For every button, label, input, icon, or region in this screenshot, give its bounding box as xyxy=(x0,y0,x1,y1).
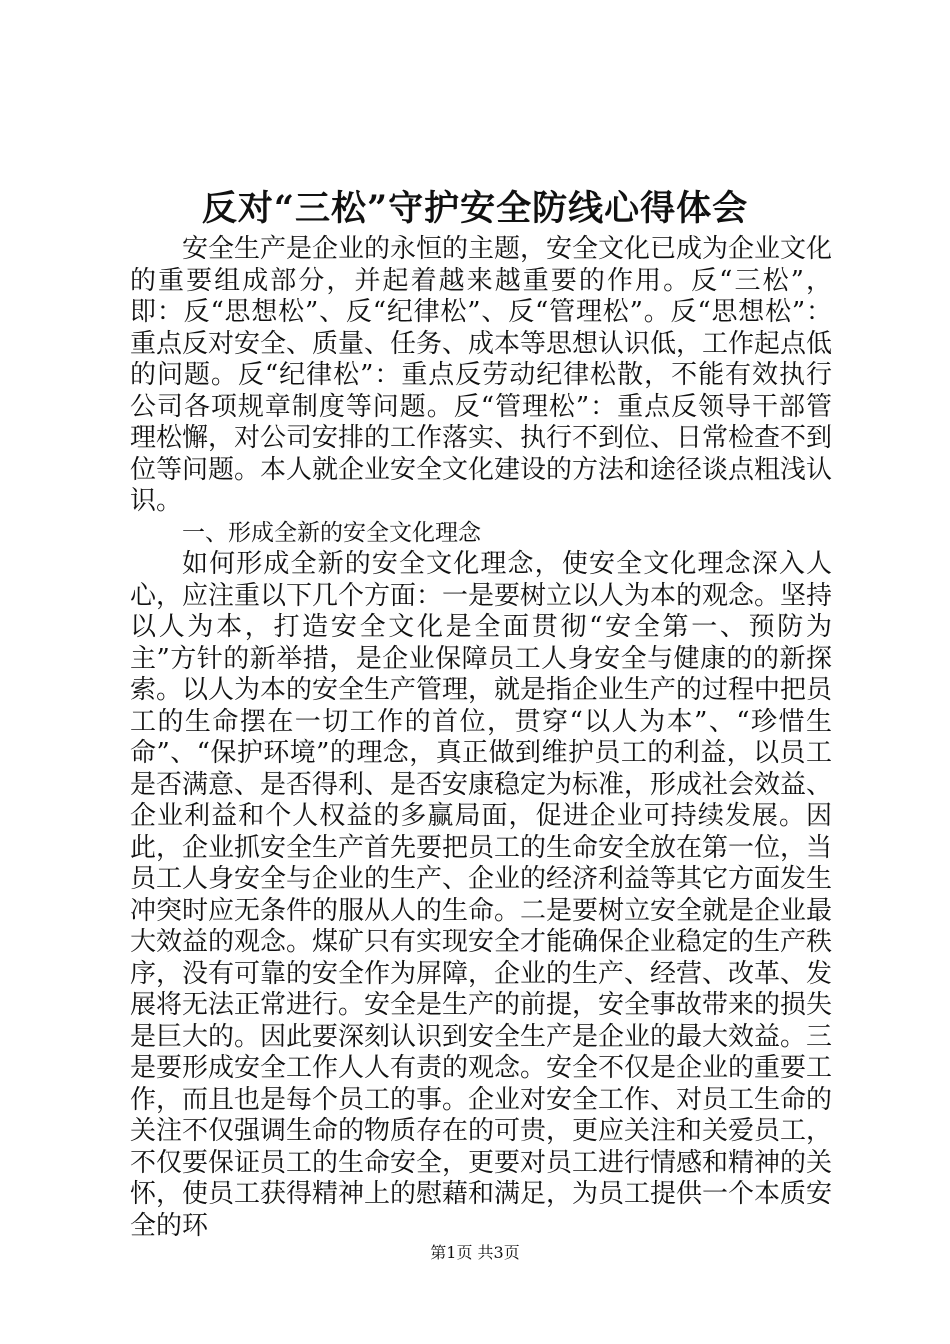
intro-paragraph: 安全生产是企业的永恒的主题，安全文化已成为企业文化的重要组成部分，并起着越来越重要的作用。反“三松”，即：反“思想松”、反“纪律松”、反“管理松”。反“思想松”：重点反对安全、质量、任务、成本等思想认识低，工作起点低的问题。反“纪律松”：重点反劳动纪律松散，不能有效执行公司各项规章制度等问题。反“管理松”：重点反领导干部管理松懈，对公司安排的工作落实、执行不到位、日常检查不到位等问题。本人就企业安全文化建设的方法和途径谈点粗浅认识。 xyxy=(130,234,833,516)
page-footer: 第1页 共3页 xyxy=(430,1243,520,1262)
document-body xyxy=(130,234,832,1242)
section-heading: 一、形成全新的安全文化理念 xyxy=(182,519,481,546)
section-paragraph: 如何形成全新的安全文化理念，使安全文化理念深入人心，应注重以下几个方面：一是要树立以人为本的观念。坚持以人为本，打造安全文化是全面贯彻“安全第一、预防为主”方针的新举措，是企业保障员工人身安全与健康的的新探索。以人为本的安全生产管理，就是指企业生产的过程中把员工的生命摆在一切工作的首位，贯穿“以人为本”、“珍惜生命”、“保护环境”的理念，真正做到维护员工的利益，以员工是否满意、是否得利、是否安康稳定为标准，形成社会效益、企业利益和个人权益的多赢局面，促进企业可持续发展。因此，企业抓安全生产首先要把员工的生命安全放在第一位，当员工人身安全与企业的生产、企业的经济利益等其它方面发生冲突时应无条件的服从人的生命。二是要树立安全就是企业最大效益的观念。煤矿只有实现安全才能确保企业稳定的生产秩序，没有可靠的安全作为屏障，企业的生产、经营、改革、发展将无法正常进行。安全是生产的前提，安全事故带来的损失是巨大的。因此要深刻认识到安全生产是企业的最大效益。三是要形成安全工作人人有责的观念。安全不仅是企业的重要工作，而且也是每个员工的事。企业对安全工作、对员工生命的关注不仅强调生命的物质存在的可贵，更应关注和关爱员工，不仅要保证员工的生命安全，更要对员工进行情感和精神的关怀，使员工获得精神上的慰藉和满足，为员工提供一个本质安全的环 xyxy=(130,549,833,1241)
document-title: 反对“三松”守护安全防线心得体会 xyxy=(201,188,749,229)
